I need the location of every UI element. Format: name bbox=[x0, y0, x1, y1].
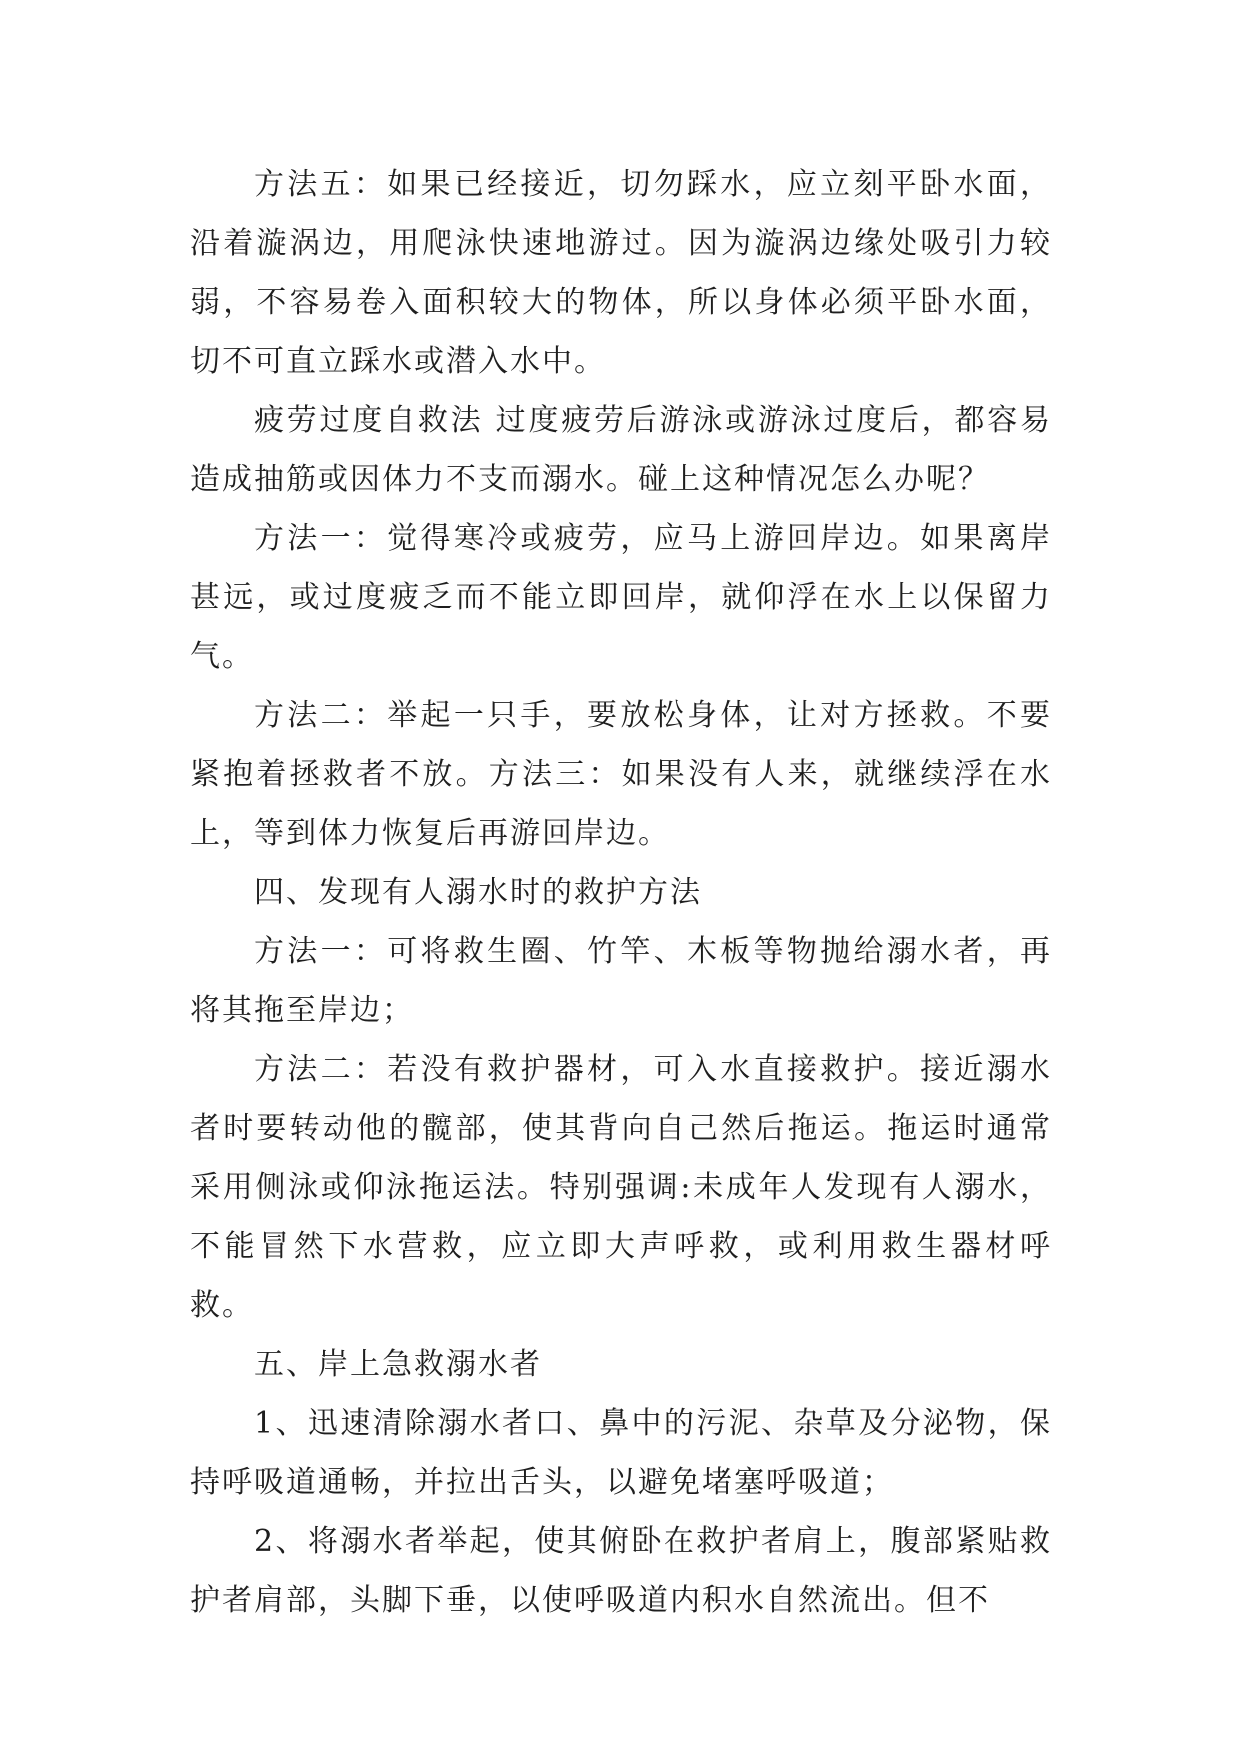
paragraph-first-aid-step-one: 1、迅速清除溺水者口、鼻中的污泥、杂草及分泌物，保持呼吸道通畅，并拉出舌头，以避免堵塞呼吸道； bbox=[190, 1406, 1052, 1500]
paragraph-fatigue-method-one: 方法一：觉得寒冷或疲劳，应马上游回岸边。如果离岸甚远，或过度疲乏而不能立即回岸，就仰浮在水上以保留力气。 bbox=[190, 521, 1052, 674]
paragraph-method-five: 方法五：如果已经接近，切勿踩水，应立刻平卧水面，沿着漩涡边，用爬泳快速地游过。因为漩涡边缘处吸引力较弱，不容易卷入面积较大的物体，所以身体必须平卧水面，切不可直立踩水或潜入水中。 bbox=[190, 167, 1052, 379]
section-heading-shore-first-aid: 五、岸上急救溺水者 bbox=[254, 1347, 542, 1382]
paragraph-first-aid-step-two: 2、将溺水者举起，使其俯卧在救护者肩上，腹部紧贴救护者肩部，头脚下垂，以使呼吸道内积水自然流出。但不 bbox=[190, 1524, 1052, 1618]
paragraph-rescue-method-one: 方法一：可将救生圈、竹竿、木板等物抛给溺水者，再将其拖至岸边； bbox=[190, 934, 1052, 1028]
paragraph-rescue-method-two: 方法二：若没有救护器材，可入水直接救护。接近溺水者时要转动他的髋部，使其背向自己然后拖运。拖运时通常采用侧泳或仰泳拖运法。特别强调:未成年人发现有人溺水，不能冒然下水营救，应立即大声呼救，或利用救生器材呼救。 bbox=[190, 1052, 1052, 1323]
paragraph-fatigue-self-rescue: 疲劳过度自救法 过度疲劳后游泳或游泳过度后，都容易造成抽筋或因体力不支而溺水。碰上这种情况怎么办呢？ bbox=[190, 403, 1052, 497]
document-body bbox=[190, 155, 1052, 1630]
paragraph-fatigue-method-two-three: 方法二：举起一只手，要放松身体，让对方拯救。不要紧抱着拯救者不放。方法三：如果没有人来，就继续浮在水上，等到体力恢复后再游回岸边。 bbox=[190, 698, 1052, 851]
section-heading-rescue-methods: 四、发现有人溺水时的救护方法 bbox=[254, 875, 702, 910]
